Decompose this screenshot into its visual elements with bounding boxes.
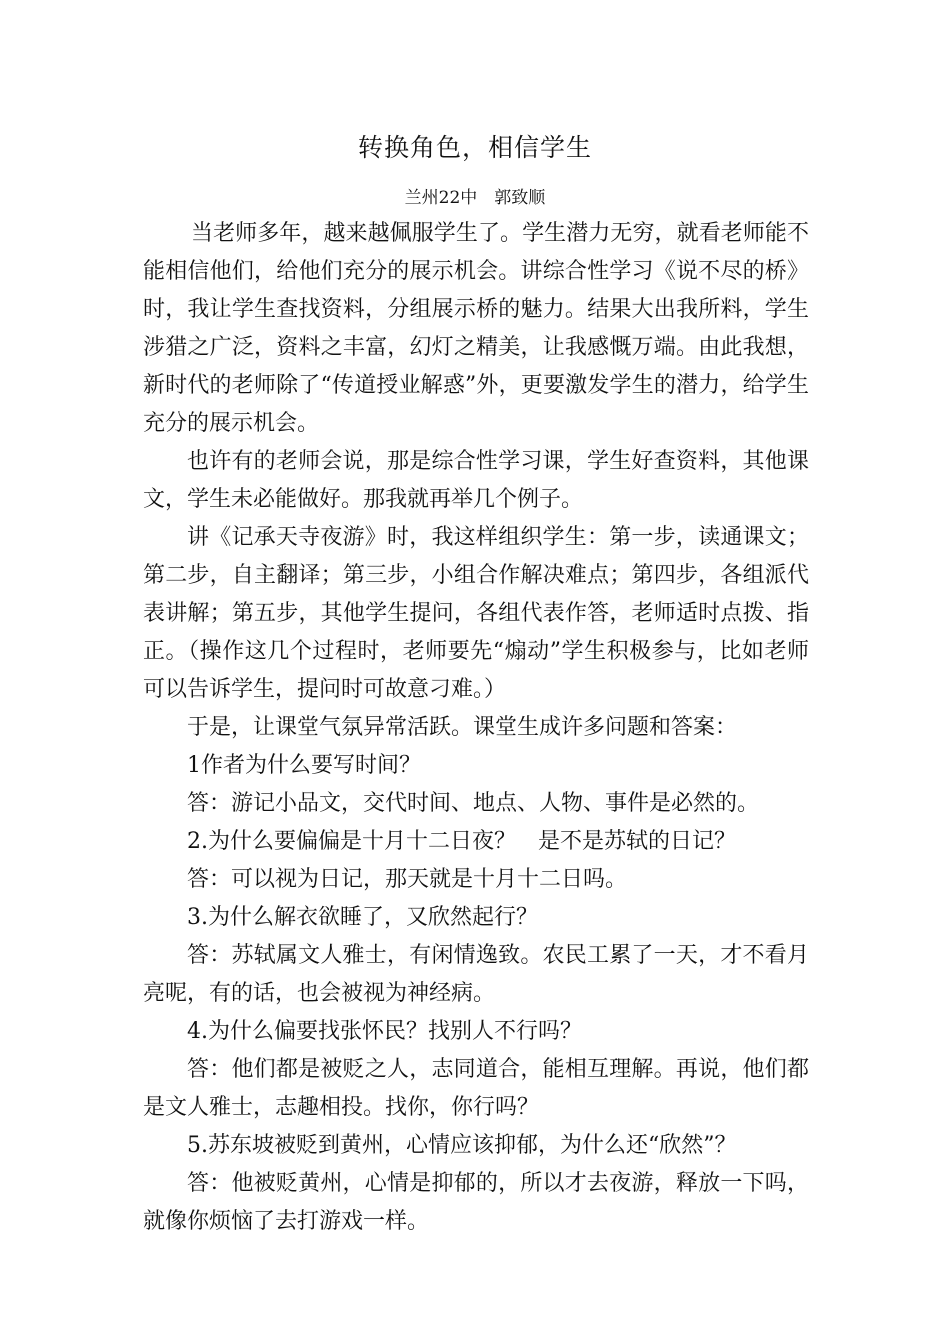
- question-3: 3.为什么解衣欲睡了，又欣然起行？: [187, 905, 538, 930]
- answer-4: 答：他们都是被贬之人，志同道合，能相互理解。再说，他们都是文人雅士，志趣相投。找你，你行吗？: [143, 1057, 809, 1120]
- question-5: 5.苏东坡被贬到黄州，心情应该抑郁，为什么还“欣然”？: [187, 1133, 737, 1158]
- paragraph: 当老师多年，越来越佩服学生了。学生潜力无穷，就看老师能不能相信他们，给他们充分的展示机会。讲综合性学习《说不尽的桥》时，我让学生查找资料，分组展示桥的魅力。结果大出我所料，学生涉猎之广泛，资料之丰富，幻灯之精美，让我感慨万端。由此我想，新时代的老师除了“传道授业解惑”外，更要激发学生的潜力，给学生充分的展示机会。: [143, 221, 809, 436]
- answer-3: 答：苏轼属文人雅士，有闲情逸致。农民工累了一天，才不看月亮呢，有的话，也会被视为神经病。: [143, 943, 809, 1006]
- question-4: 4.为什么偏要找张怀民？找别人不行吗？: [187, 1019, 582, 1044]
- answer-5: 答：他被贬黄州，心情是抑郁的，所以才去夜游，释放一下吗，就像你烦恼了去打游戏一样。: [143, 1171, 809, 1234]
- document-title: 转换角色，相信学生: [357, 133, 592, 162]
- answer-2: 答：可以视为日记，那天就是十月十二日吗。: [187, 867, 628, 892]
- question-2: 2.为什么要偏偏是十月十二日夜？ 是不是苏轼的日记？: [187, 829, 736, 854]
- paragraph: 讲《记承天寺夜游》时，我这样组织学生：第一步，读通课文；第二步，自主翻译；第三步，小组合作解决难点；第四步，各组派代表讲解；第五步，其他学生提问，各组代表作答，老师适时点拨、指正。（操作这几个过程时，老师要先“煽动”学生积极参与，比如老师可以告诉学生，提问时可故意刁难。）: [143, 525, 809, 702]
- question-1: 1作者为什么要写时间？: [187, 753, 421, 778]
- document-body: [143, 215, 809, 1241]
- answer-1: 答：游记小品文，交代时间、地点、人物、事件是必然的。: [187, 791, 760, 816]
- paragraph: 于是，让课堂气氛异常活跃。课堂生成许多问题和答案：: [187, 715, 738, 740]
- author-byline: 兰州22中 郭致顺: [404, 188, 546, 208]
- paragraph: 也许有的老师会说，那是综合性学习课，学生好查资料，其他课文，学生未必能做好。那我就再举几个例子。: [143, 449, 809, 512]
